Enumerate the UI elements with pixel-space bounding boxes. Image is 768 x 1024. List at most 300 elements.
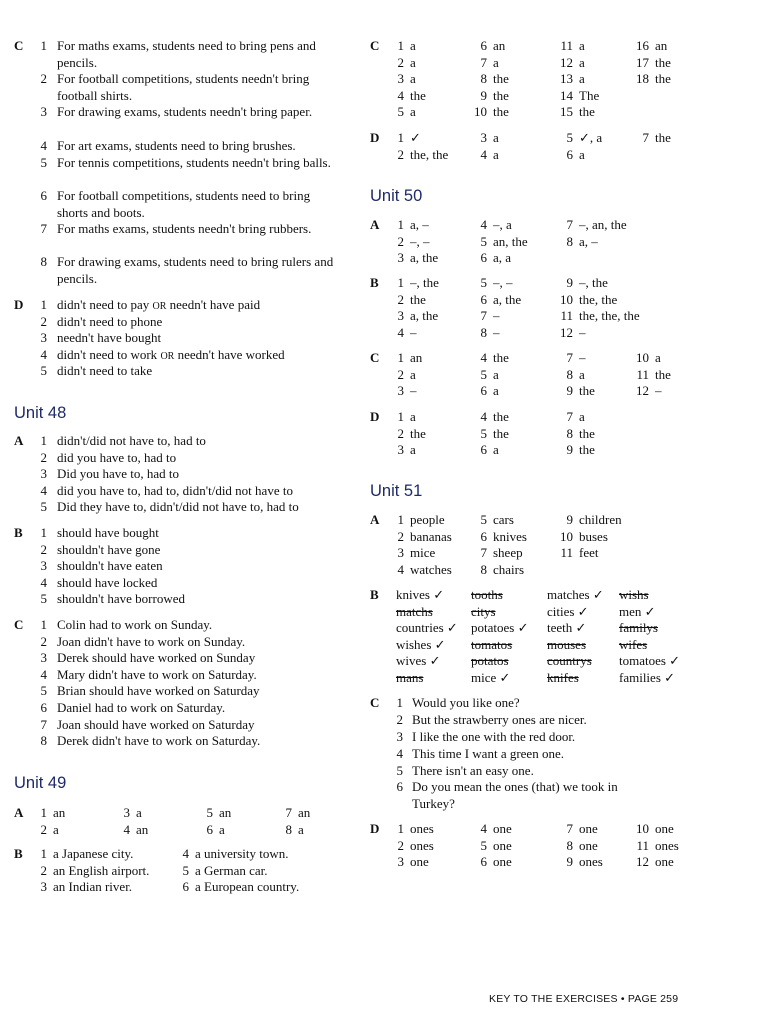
exercise-answer-text: For drawing exams, students needn't bring paper. — [57, 104, 313, 119]
answer-cell-text: a, – — [579, 233, 598, 249]
answer-cell-number: 5 — [566, 130, 573, 145]
answer-cell-number: 2 — [397, 233, 404, 249]
answer-cell-text: a — [493, 366, 499, 382]
answer-cell-number: 6 — [206, 821, 213, 837]
section-letter: B — [370, 275, 379, 290]
exercise-answer-text: shouldn't have gone — [57, 541, 161, 557]
exercise-answer-text: did you have to, had to — [57, 449, 177, 465]
answer-cell-text: an English airport. — [53, 862, 150, 878]
answer-cell-number: 8 — [480, 71, 487, 87]
answer-cell-text: knives — [493, 528, 527, 544]
footer-label: KEY TO THE EXERCISES — [489, 993, 618, 1005]
answer-cell-text: people — [410, 512, 445, 527]
answer-cell-number: 3 — [397, 545, 404, 561]
answer-cell-text: the — [579, 104, 595, 120]
answer-cell-text: an — [655, 38, 668, 53]
exercise-answer-text: For football competitions, students needn't bring football shirts. — [57, 71, 310, 103]
answer-cell-text: –, an, the — [579, 217, 627, 232]
exercise-answer-number: 5 — [40, 683, 47, 699]
answer-cell-number: 12 — [560, 324, 573, 340]
answer-cell-number: 4 — [480, 821, 487, 836]
answer-cell-text: a — [493, 146, 499, 162]
exercise-answer-number: 4 — [40, 346, 47, 362]
answer-cell-number: 1 — [397, 38, 404, 53]
answer-cell-number: 3 — [397, 442, 404, 458]
exercise-answer-number: 5 — [40, 363, 47, 379]
exercise-answer-text: Mary didn't have to work on Saturday. — [57, 666, 257, 682]
answer-cell-number: 6 — [480, 38, 487, 53]
answer-cell-text: a — [410, 104, 416, 120]
answer-cell-text: the — [579, 442, 595, 458]
answer-cell-number: 6 — [480, 854, 487, 870]
exercise-answer-number: 4 — [40, 482, 47, 498]
answer-cell-number: 5 — [480, 275, 487, 290]
crossed-out-word: tooths — [471, 587, 503, 602]
answer-cell-number: 1 — [40, 846, 47, 861]
crossed-out-word: tomatos — [471, 636, 513, 652]
exercise-answer-number: 5 — [40, 591, 47, 607]
section-letter: D — [370, 821, 380, 836]
answer-cell-number: 3 — [397, 71, 404, 87]
answer-cell-text: the — [493, 87, 509, 103]
answer-cell-text: –, – — [493, 275, 513, 290]
answer-cell-number: 7 — [566, 217, 573, 232]
answer-cell-text: buses — [579, 528, 608, 544]
answer-cell-text: a — [579, 366, 585, 382]
correct-word: tomatoes ✓ — [619, 653, 681, 669]
answer-cell-number: 9 — [566, 854, 573, 870]
answer-cell-number: 6 — [182, 879, 189, 895]
answer-cell-text: – — [410, 383, 417, 399]
answer-cell-number: 7 — [285, 805, 292, 820]
exercise-answer-number: 3 — [40, 650, 47, 666]
answer-cell-number: 7 — [566, 350, 573, 365]
answer-cell-text: the — [579, 425, 595, 441]
answer-cell-number: 1 — [397, 130, 404, 145]
footer-bullet: • — [620, 993, 625, 1005]
unit-heading: Unit 49 — [14, 774, 67, 792]
exercise-answer-number: 1 — [40, 617, 47, 632]
crossed-out-word: knifes — [547, 670, 579, 685]
exercise-answer-text: Derek should have worked on Sunday — [57, 650, 256, 666]
exercise-answer-text: didn't need to phone — [57, 313, 163, 329]
answer-cell-number: 8 — [285, 821, 292, 837]
answer-cell-text: the — [655, 71, 671, 87]
answer-cell-text: the — [655, 366, 671, 382]
answer-cell-text: a, the — [493, 291, 522, 307]
answer-cell-text: an — [136, 821, 149, 837]
answer-cell-text: a — [579, 71, 585, 87]
answer-cell-number: 8 — [566, 425, 573, 441]
exercise-answer-text: Colin had to work on Sunday. — [57, 617, 213, 632]
answer-cell-text: a university town. — [195, 846, 289, 861]
answer-cell-text: a — [493, 442, 499, 458]
answer-cell-text: a — [410, 38, 416, 53]
answer-cell-text: one — [410, 854, 429, 870]
exercise-answer-number: 6 — [396, 779, 403, 794]
answer-cell-text: a, a — [493, 250, 512, 266]
answer-cell-text: an — [53, 805, 66, 820]
answer-cell-number: 7 — [480, 545, 487, 561]
answer-cell-number: 8 — [566, 366, 573, 382]
exercise-answer-number: 4 — [40, 138, 47, 153]
answer-cell-text: a — [410, 409, 416, 424]
answer-cell-text: The — [579, 87, 600, 103]
answer-cell-number: 1 — [40, 805, 47, 820]
exercise-answer-number: 5 — [40, 499, 47, 515]
exercise-answer-text: For drawing exams, students need to bring rulers and pencils. — [57, 254, 334, 286]
answer-cell-text: the — [493, 409, 509, 424]
answer-cell-text: one — [579, 821, 598, 836]
answer-cell-number: 3 — [123, 805, 130, 820]
exercise-answer-number: 2 — [396, 712, 403, 727]
answer-cell-text: a — [410, 366, 416, 382]
answer-cell-text: ✓ — [410, 130, 421, 145]
answer-cell-text: a — [655, 350, 661, 365]
exercise-answer-number: 7 — [40, 221, 47, 236]
exercise-answer-number: 3 — [40, 330, 47, 346]
answer-cell-text: the — [579, 383, 595, 399]
correct-word: knives ✓ — [396, 587, 445, 602]
exercise-answer-number: 1 — [40, 38, 47, 53]
answer-cell-number: 6 — [566, 146, 573, 162]
crossed-out-word: matchs — [396, 603, 433, 619]
answer-cell-text: a — [493, 130, 499, 145]
crossed-out-word: familys — [619, 620, 658, 636]
exercise-answer-number: 6 — [40, 700, 47, 715]
answer-cell-text: a, the — [410, 250, 439, 266]
answer-cell-text: – — [655, 383, 662, 399]
answer-cell-number: 10 — [474, 104, 487, 120]
answer-cell-text: the — [655, 54, 671, 70]
answer-cell-number: 2 — [397, 146, 404, 162]
answer-cell-number: 2 — [397, 291, 404, 307]
exercise-answer-number: 2 — [40, 541, 47, 557]
answer-cell-text: a, the — [410, 308, 439, 324]
answer-cell-number: 8 — [480, 324, 487, 340]
answer-cell-text: an — [410, 350, 423, 365]
answer-cell-number: 4 — [397, 324, 404, 340]
exercise-answer-text: didn't need to take — [57, 363, 153, 379]
answer-cell-text: the, the — [579, 291, 618, 307]
exercise-answer-number: 6 — [40, 188, 47, 203]
answer-cell-text: – — [410, 324, 417, 340]
exercise-answer-number: 1 — [396, 695, 403, 710]
answer-cell-text: cars — [493, 512, 514, 527]
answer-cell-text: the, the, the — [579, 308, 640, 324]
answer-cell-number: 10 — [636, 350, 649, 365]
answer-cell-number: 3 — [397, 250, 404, 266]
crossed-out-word: mans — [396, 670, 424, 685]
exercise-answer-number: 2 — [40, 313, 47, 329]
section-letter: C — [370, 695, 380, 710]
answer-cell-number: 8 — [566, 837, 573, 853]
section-letter: D — [370, 409, 380, 424]
crossed-out-word: wishs — [619, 587, 649, 602]
unit-heading: Unit 48 — [14, 404, 67, 422]
answer-cell-text: –, the — [579, 275, 608, 290]
answer-cell-text: a — [53, 821, 59, 837]
section-letter: B — [14, 846, 23, 861]
answer-cell-text: the, the — [410, 146, 449, 162]
correct-word: wives ✓ — [396, 653, 441, 669]
section-letter: A — [370, 512, 380, 527]
answer-cell-text: the — [655, 130, 671, 145]
answer-cell-text: one — [655, 854, 674, 870]
exercise-answer-number: 3 — [40, 466, 47, 482]
exercise-answer-number: 1 — [40, 433, 47, 448]
exercise-answer-number: 7 — [40, 716, 47, 732]
answer-cell-text: –, – — [410, 233, 430, 249]
answer-cell-number: 2 — [397, 54, 404, 70]
answer-cell-number: 9 — [566, 512, 573, 527]
exercise-answer-text: For football competitions, students need to bring shorts and boots. — [57, 188, 311, 220]
exercise-answer-text: There isn't an easy one. — [412, 763, 534, 778]
exercise-answer-text: Derek didn't have to work on Saturday. — [57, 733, 261, 749]
crossed-out-word: wifes — [619, 636, 648, 652]
answer-cell-number: 1 — [397, 217, 404, 232]
answer-cell-text: a — [298, 821, 304, 837]
answer-cell-text: the — [493, 350, 509, 365]
answer-cell-number: 3 — [397, 854, 404, 870]
exercise-answer-text: should have locked — [57, 574, 158, 590]
answer-cell-text: a — [493, 383, 499, 399]
answer-cell-text: chairs — [493, 561, 525, 577]
exercise-answer-text: Would you like one? — [412, 695, 520, 710]
exercise-answer-text: Did you have to, had to — [57, 466, 180, 482]
answer-cell-text: one — [493, 821, 512, 836]
answer-cell-text: a — [410, 71, 416, 87]
answer-cell-number: 3 — [397, 383, 404, 399]
correct-word: teeth ✓ — [547, 620, 587, 636]
exercise-answer-number: 4 — [40, 666, 47, 682]
answer-cell-number: 5 — [206, 805, 213, 820]
answer-cell-number: 9 — [566, 442, 573, 458]
exercise-answer-text: Daniel had to work on Saturday. — [57, 700, 226, 715]
answer-cell-number: 4 — [397, 561, 404, 577]
answer-cell-text: a Japanese city. — [53, 846, 134, 861]
exercise-answer-text: For tennis competitions, students needn't bring balls. — [57, 155, 331, 170]
answer-cell-number: 5 — [480, 837, 487, 853]
answer-cell-number: 3 — [40, 879, 47, 895]
answer-cell-number: 2 — [40, 821, 47, 837]
answer-cell-number: 4 — [480, 217, 487, 232]
unit-heading: Unit 51 — [370, 482, 423, 500]
answer-cell-text: mice — [410, 545, 436, 561]
answer-cell-number: 6 — [480, 442, 487, 458]
answer-cell-number: 2 — [397, 366, 404, 382]
section-letter: C — [370, 350, 380, 365]
answer-cell-text: – — [493, 308, 500, 324]
answer-cell-text: a — [136, 805, 142, 820]
exercise-answer-text: For maths exams, students needn't bring rubbers. — [57, 221, 312, 236]
answer-cell-text: feet — [579, 545, 599, 561]
answer-cell-text: a — [410, 54, 416, 70]
answer-cell-number: 9 — [566, 383, 573, 399]
answer-cell-number: 7 — [566, 821, 573, 836]
answer-cell-text: watches — [410, 561, 452, 577]
answer-cell-number: 12 — [636, 383, 649, 399]
answer-cell-number: 5 — [480, 512, 487, 527]
exercise-answer-text: Joan didn't have to work on Sunday. — [57, 633, 246, 649]
page-footer — [489, 991, 678, 1008]
exercise-answer-number: 5 — [396, 763, 403, 778]
answer-cell-text: sheep — [493, 545, 523, 561]
section-letter: C — [370, 38, 380, 53]
answer-cell-text: a — [579, 409, 585, 424]
answer-cell-number: 4 — [480, 409, 487, 424]
answer-cell-number: 1 — [397, 512, 404, 527]
answer-cell-text: –, a — [493, 217, 512, 232]
exercise-answer-number: 2 — [40, 633, 47, 649]
answer-cell-text: the — [493, 104, 509, 120]
correct-word: cities ✓ — [547, 603, 589, 619]
answer-cell-number: 6 — [480, 250, 487, 266]
exercise-answer-text: didn't need to pay OR needn't have paid — [57, 297, 261, 312]
answer-cell-text: an — [298, 805, 311, 820]
exercise-answer-number: 3 — [40, 558, 47, 574]
answer-cell-text: a — [579, 146, 585, 162]
correct-word: countries ✓ — [396, 620, 458, 636]
exercise-answer-text: didn't need to work OR needn't have worked — [57, 346, 285, 362]
answer-cell-number: 2 — [397, 528, 404, 544]
section-letter: B — [14, 525, 23, 540]
answer-cell-number: 11 — [636, 366, 649, 382]
exercise-answer-number: 5 — [40, 155, 47, 170]
exercise-answer-number: 1 — [40, 525, 47, 540]
answer-cell-number: 13 — [560, 71, 573, 87]
answer-cell-number: 14 — [560, 87, 573, 103]
answer-cell-text: a — [219, 821, 225, 837]
answer-cell-text: – — [579, 350, 586, 365]
answer-cell-text: a — [579, 54, 585, 70]
answer-cell-number: 11 — [636, 837, 649, 853]
correct-word: potatoes ✓ — [471, 620, 529, 636]
answer-cell-number: 10 — [560, 528, 573, 544]
answer-cell-number: 4 — [123, 821, 130, 837]
correct-word: men ✓ — [619, 603, 656, 619]
answer-cell-number: 2 — [397, 837, 404, 853]
answer-cell-text: a — [410, 442, 416, 458]
answer-cell-number: 6 — [480, 528, 487, 544]
answer-cell-number: 8 — [566, 233, 573, 249]
exercise-answer-number: 3 — [40, 104, 47, 119]
answer-cell-number: 2 — [40, 862, 47, 878]
exercise-answer-text: did you have to, had to, didn't/did not have to — [57, 482, 293, 498]
answer-cell-number: 3 — [480, 130, 487, 145]
answer-cell-text: the — [493, 425, 509, 441]
exercise-answer-number: 4 — [40, 574, 47, 590]
answer-cell-number: 18 — [636, 71, 649, 87]
exercise-answer-number: 8 — [40, 254, 47, 269]
answer-cell-number: 5 — [480, 366, 487, 382]
answer-cell-text: the — [410, 425, 426, 441]
answer-cell-text: a German car. — [195, 862, 268, 878]
answer-cell-number: 4 — [397, 87, 404, 103]
crossed-out-word: mouses — [547, 636, 586, 652]
answer-cell-text: – — [579, 324, 586, 340]
answer-cell-text: a European country. — [195, 879, 300, 895]
exercise-answer-text: For art exams, students need to bring brushes. — [57, 138, 296, 153]
exercise-answer-text: I like the one with the red door. — [412, 729, 576, 744]
answer-cell-number: 10 — [560, 291, 573, 307]
answer-cell-text: an, the — [493, 233, 528, 249]
exercise-answer-text: Do you mean the ones (that) we took in Turkey? — [412, 779, 618, 811]
answer-cell-number: 9 — [480, 87, 487, 103]
crossed-out-word: countrys — [547, 653, 592, 669]
answer-cell-text: the — [410, 291, 426, 307]
answer-cell-number: 1 — [397, 821, 404, 836]
answer-cell-text: ones — [410, 837, 434, 853]
answer-cell-number: 3 — [397, 308, 404, 324]
answer-cell-text: ✓, a — [579, 130, 603, 145]
answer-cell-number: 12 — [560, 54, 573, 70]
crossed-out-word: potatos — [471, 653, 509, 669]
answer-cell-number: 5 — [480, 233, 487, 249]
answer-cell-number: 5 — [480, 425, 487, 441]
exercise-answer-number: 2 — [40, 449, 47, 465]
answer-cell-text: ones — [655, 837, 679, 853]
section-letter: B — [370, 587, 379, 602]
answer-cell-number: 6 — [480, 383, 487, 399]
correct-word: wishes ✓ — [396, 636, 446, 652]
exercise-answer-number: 1 — [40, 297, 47, 312]
answer-cell-number: 5 — [182, 862, 189, 878]
exercise-answer-text: Joan should have worked on Saturday — [57, 716, 255, 732]
exercise-answer-text: For maths exams, students need to bring pens and pencils. — [57, 38, 316, 70]
correct-word: families ✓ — [619, 670, 676, 685]
answer-cell-number: 4 — [480, 350, 487, 365]
exercise-answer-text: should have bought — [57, 525, 159, 540]
answer-cell-number: 7 — [566, 409, 573, 424]
answer-cell-text: a, – — [410, 217, 429, 232]
answer-cell-text: an Indian river. — [53, 879, 133, 895]
answer-cell-number: 10 — [636, 821, 649, 836]
answer-cell-number: 6 — [480, 291, 487, 307]
answer-cell-number: 11 — [560, 308, 573, 324]
answer-cell-number: 5 — [397, 104, 404, 120]
answer-cell-text: one — [493, 854, 512, 870]
section-letter: A — [370, 217, 380, 232]
answer-cell-text: a — [579, 38, 585, 53]
answer-cell-number: 1 — [397, 409, 404, 424]
answer-cell-number: 7 — [642, 130, 649, 145]
section-letter: A — [14, 805, 24, 820]
exercise-answer-text: This time I want a green one. — [412, 746, 564, 761]
answer-cell-number: 1 — [397, 350, 404, 365]
exercise-answer-text: But the strawberry ones are nicer. — [412, 712, 587, 727]
answer-cell-text: an — [219, 805, 232, 820]
exercise-answer-number: 4 — [396, 746, 403, 761]
section-letter: C — [14, 38, 24, 53]
answer-cell-text: –, the — [410, 275, 439, 290]
answer-cell-text: ones — [410, 821, 434, 836]
answer-cell-text: the — [493, 71, 509, 87]
answer-cell-number: 17 — [636, 54, 649, 70]
answer-cell-number: 12 — [636, 854, 649, 870]
exercise-answer-text: didn't/did not have to, had to — [57, 433, 206, 448]
answer-cell-number: 16 — [636, 38, 649, 53]
crossed-out-word: citys — [471, 603, 496, 619]
answer-cell-text: children — [579, 512, 622, 527]
exercise-answer-text: shouldn't have eaten — [57, 558, 163, 574]
answer-cell-number: 1 — [397, 275, 404, 290]
footer-page-number: PAGE 259 — [627, 993, 679, 1005]
answer-cell-text: one — [579, 837, 598, 853]
answer-cell-number: 11 — [560, 545, 573, 561]
answer-cell-number: 7 — [480, 308, 487, 324]
answer-cell-text: one — [493, 837, 512, 853]
